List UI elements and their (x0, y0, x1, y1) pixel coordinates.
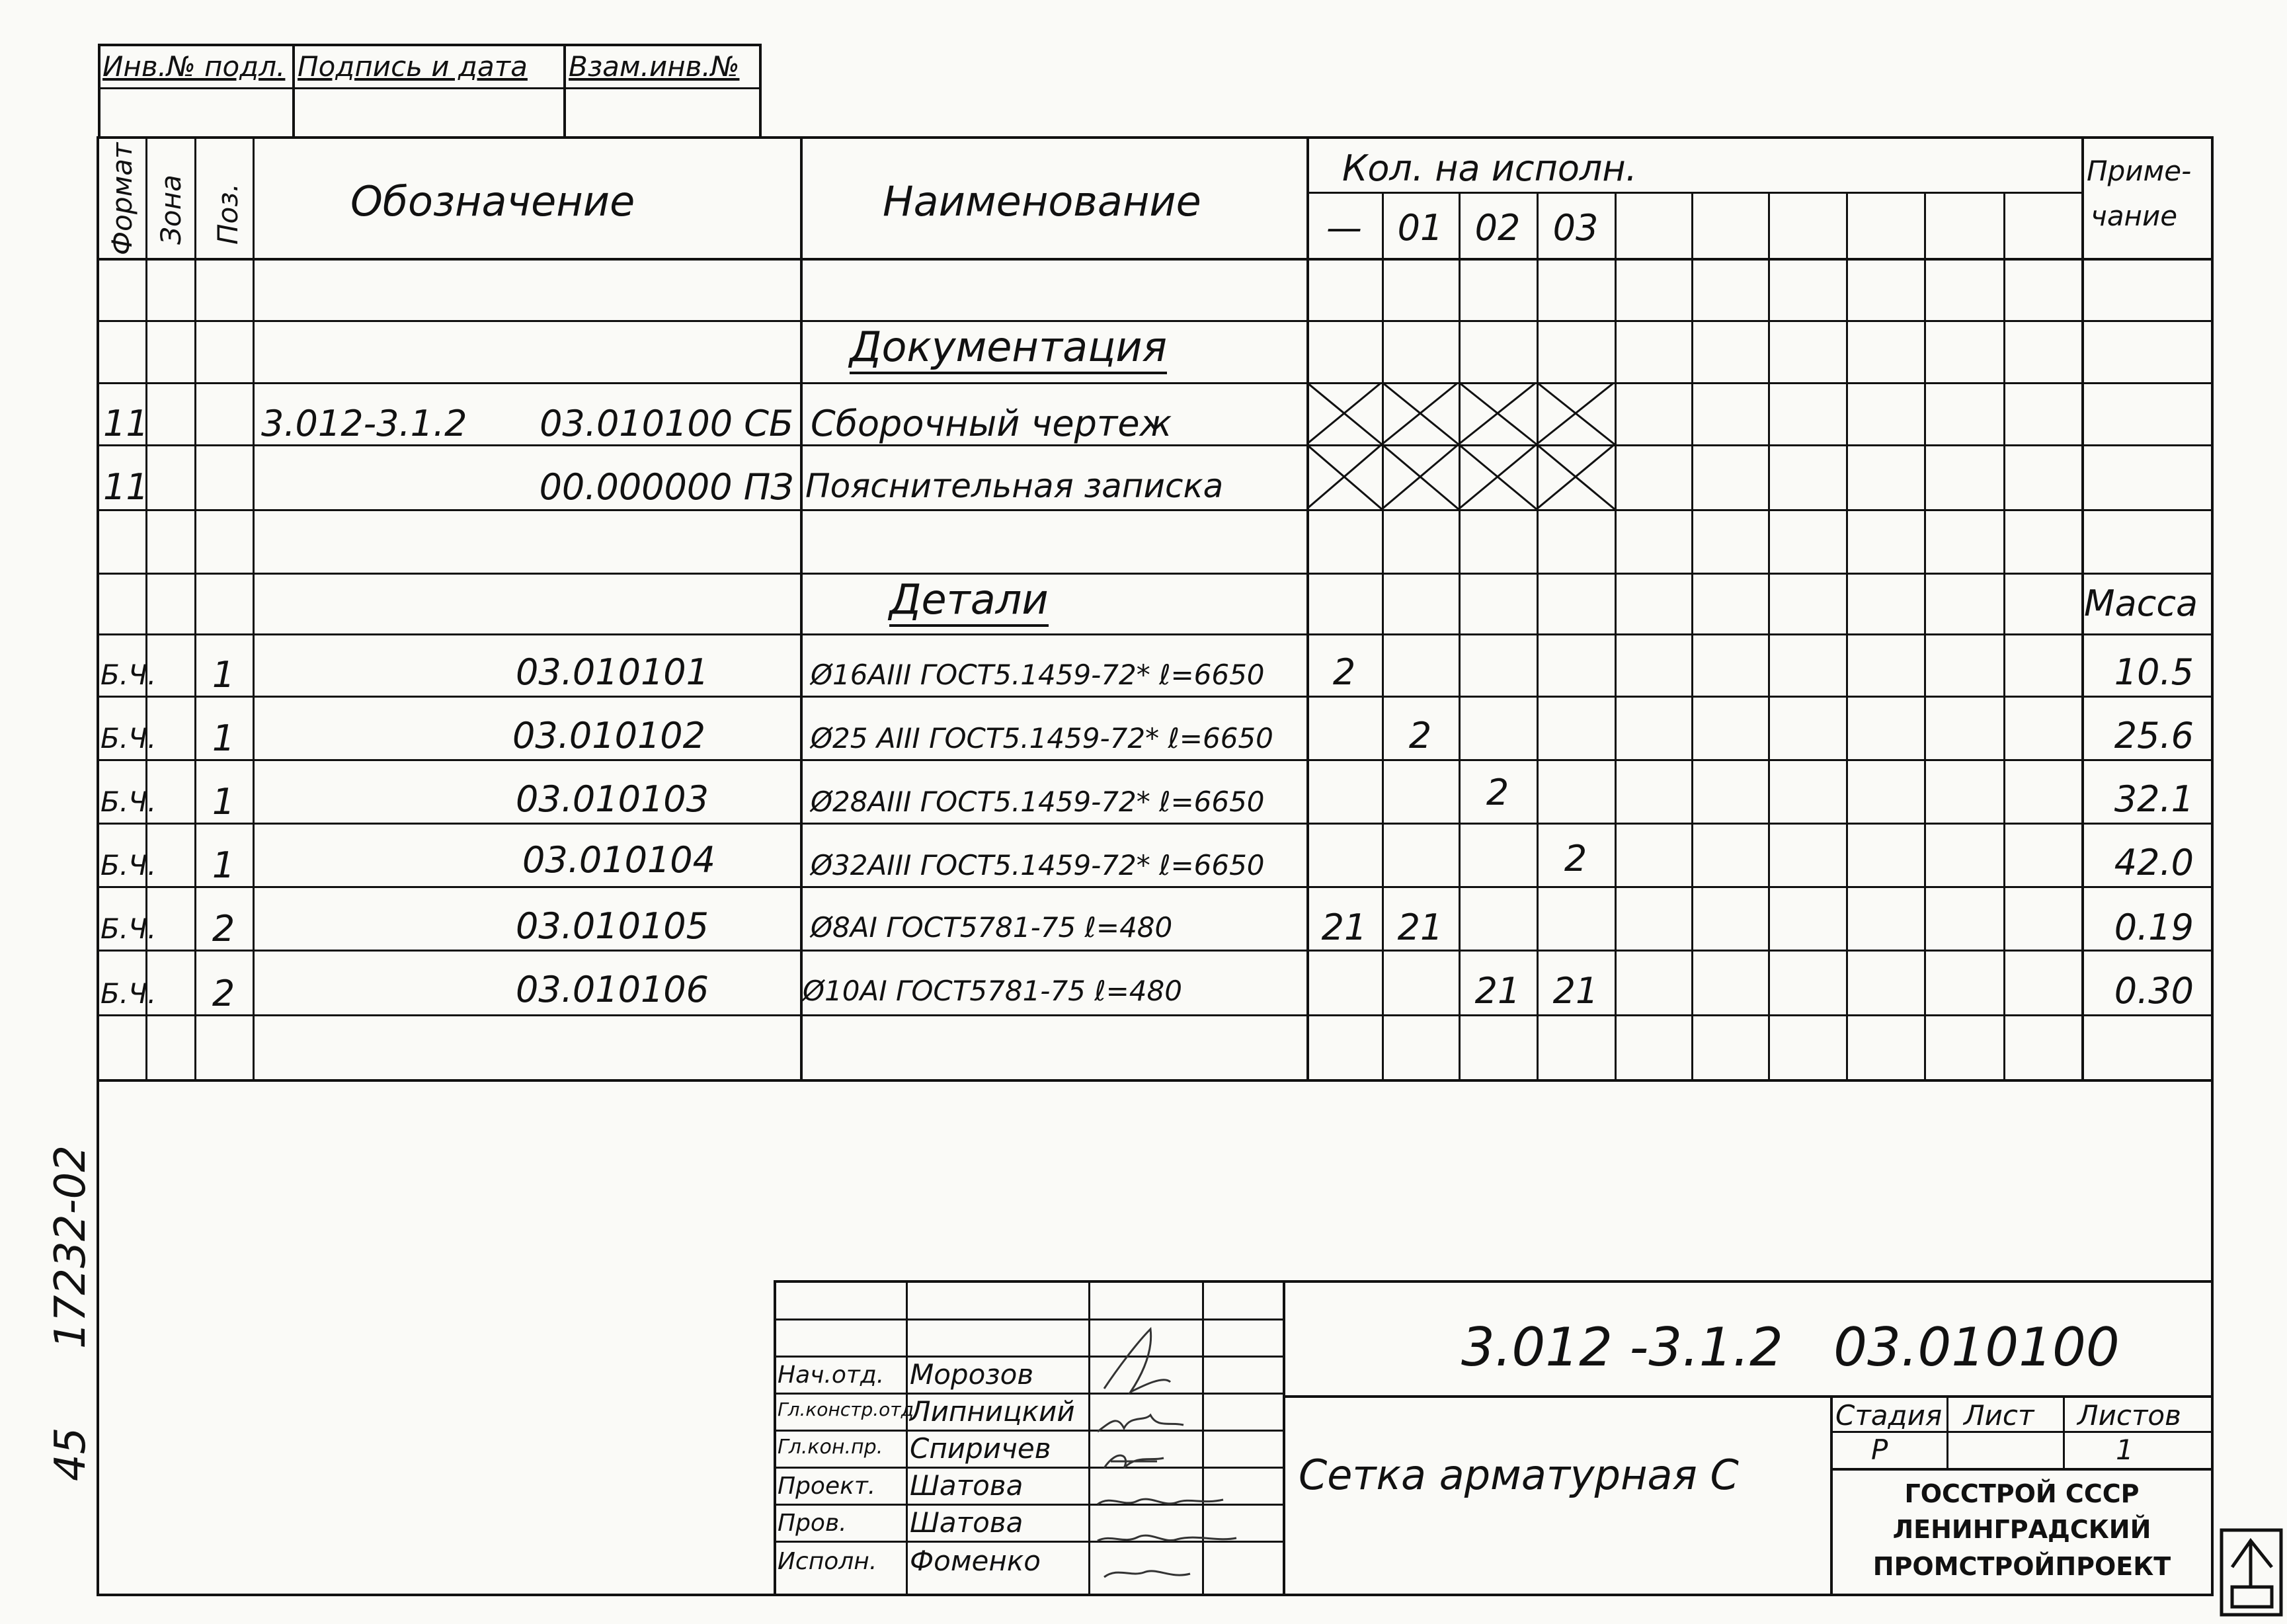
detail-pos: 1 (212, 781, 235, 823)
doc-row-format: 11 (103, 403, 149, 444)
archive-number: 17232-02 (46, 1145, 95, 1349)
detail-name: Ø25 AIII ГОСТ5.1459-72* ℓ=6650 (811, 722, 1273, 754)
detail-mass: 0.30 (2114, 970, 2194, 1012)
detail-format: Б.Ч. (100, 849, 157, 881)
detail-format: Б.Ч. (100, 786, 157, 818)
org-line-1: ГОССТРОЙ СССР (1904, 1479, 2140, 1508)
signer-name: Фоменко (910, 1545, 1041, 1577)
page-number: 45 (46, 1427, 95, 1481)
title-product-name: Сетка арматурная С (1299, 1451, 1739, 1499)
header-note-line1: Приме- (2087, 155, 2192, 187)
detail-mass: 42.0 (2114, 842, 2194, 883)
detail-qty-2: 21 (1474, 970, 1521, 1012)
detail-pos: 1 (212, 654, 235, 696)
doc-row-name: Сборочный чертеж (811, 403, 1172, 444)
detail-format: Б.Ч. (100, 722, 157, 754)
header-zone: Зона (155, 175, 187, 245)
crossed-qty-cells (1306, 382, 1615, 510)
detail-name: Ø28AIII ГОСТ5.1459-72* ℓ=6650 (811, 786, 1265, 818)
detail-designation: 03.010102 (512, 715, 706, 756)
detail-qty-1: 2 (1408, 715, 1432, 756)
signer-role: Исполн. (778, 1548, 877, 1575)
signer-name: Шатова (910, 1506, 1023, 1539)
detail-designation: 03.010101 (516, 651, 709, 693)
detail-qty-3: 2 (1564, 838, 1587, 879)
detail-mass: 25.6 (2114, 715, 2194, 756)
header-qty-col-1: 01 (1397, 207, 1443, 249)
detail-mass: 0.19 (2114, 907, 2194, 948)
header-position: Поз. (212, 183, 244, 245)
signer-role: Пров. (778, 1510, 847, 1537)
org-line-2: ЛЕНИНГРАДСКИЙ (1892, 1515, 2151, 1544)
signer-name: Морозов (910, 1358, 1034, 1391)
header-name: Наименование (883, 177, 1201, 225)
detail-format: Б.Ч. (100, 977, 157, 1010)
detail-qty-0: 2 (1332, 651, 1356, 693)
signer-name: Спиричев (910, 1432, 1051, 1465)
stamp-inv-label: Инв.№ подл. (102, 50, 286, 83)
section-details: Детали (889, 579, 1049, 627)
detail-qty-2: 2 (1486, 772, 1509, 813)
stamp-replaced-label: Взам.инв.№ (569, 50, 740, 83)
signer-role: Гл.кон.пр. (778, 1436, 883, 1459)
doc-row-designation: 00.000000 ПЗ (539, 466, 793, 508)
signer-role: Проект. (778, 1473, 876, 1500)
section-mass: Масса (2084, 583, 2198, 624)
detail-mass: 10.5 (2114, 651, 2194, 693)
detail-qty-3: 21 (1552, 970, 1599, 1012)
signer-name: Шатова (910, 1469, 1023, 1502)
detail-designation: 03.010104 (522, 839, 716, 881)
signer-role: Гл.констр.отд (778, 1399, 914, 1420)
title-sheets-value: 1 (2116, 1434, 2134, 1466)
header-qty-col-0: — (1326, 207, 1362, 249)
header-qty-col-2: 02 (1474, 207, 1521, 249)
detail-name: Ø8AI ГОСТ5781-75 ℓ=480 (811, 911, 1173, 944)
title-sheet-label: Лист (1964, 1399, 2034, 1432)
title-doc-number: 3.012 -3.1.2 03.010100 (1461, 1317, 2120, 1378)
detail-format: Б.Ч. (100, 913, 157, 945)
title-sheets-label: Листов (2077, 1399, 2181, 1432)
detail-mass: 32.1 (2114, 778, 2194, 820)
detail-designation: 03.010103 (516, 778, 709, 820)
signer-role: Нач.отд. (778, 1361, 885, 1389)
header-qty-col-3: 03 (1552, 207, 1599, 249)
detail-qty-1: 21 (1397, 907, 1443, 948)
header-note-line2: чание (2091, 200, 2178, 232)
detail-qty-0: 21 (1321, 907, 1367, 948)
detail-format: Б.Ч. (100, 659, 157, 691)
header-qty: Кол. на исполн. (1342, 147, 1637, 189)
detail-pos: 2 (212, 908, 235, 950)
org-line-3: ПРОМСТРОЙПРОЕКТ (1872, 1552, 2171, 1581)
signer-name: Липницкий (910, 1395, 1075, 1428)
detail-name: Ø10AI ГОСТ5781-75 ℓ=480 (803, 975, 1182, 1007)
title-stage-label: Стадия (1835, 1399, 1943, 1432)
detail-name: Ø32AIII ГОСТ5.1459-72* ℓ=6650 (811, 849, 1265, 881)
detail-name: Ø16AIII ГОСТ5.1459-72* ℓ=6650 (811, 659, 1265, 691)
header-designation: Обозначение (350, 177, 635, 225)
stamp-signature-label: Подпись и дата (298, 50, 528, 83)
detail-pos: 2 (212, 973, 235, 1014)
section-documentation: Документация (850, 327, 1167, 374)
doc-row-format: 11 (103, 466, 149, 508)
header-format: Формат (106, 142, 138, 255)
detail-pos: 1 (212, 844, 235, 886)
doc-row-prefix: 3.012-3.1.2 (261, 403, 467, 444)
doc-row-name: Пояснительная записка (805, 467, 1224, 505)
detail-designation: 03.010106 (516, 969, 709, 1010)
signature-scribbles (1091, 1316, 1289, 1594)
title-stage-value: Р (1871, 1434, 1888, 1466)
corner-logo-icon (2219, 1527, 2285, 1620)
doc-row-designation: 03.010100 СБ (540, 403, 793, 444)
detail-designation: 03.010105 (516, 905, 709, 947)
detail-pos: 1 (212, 717, 235, 759)
